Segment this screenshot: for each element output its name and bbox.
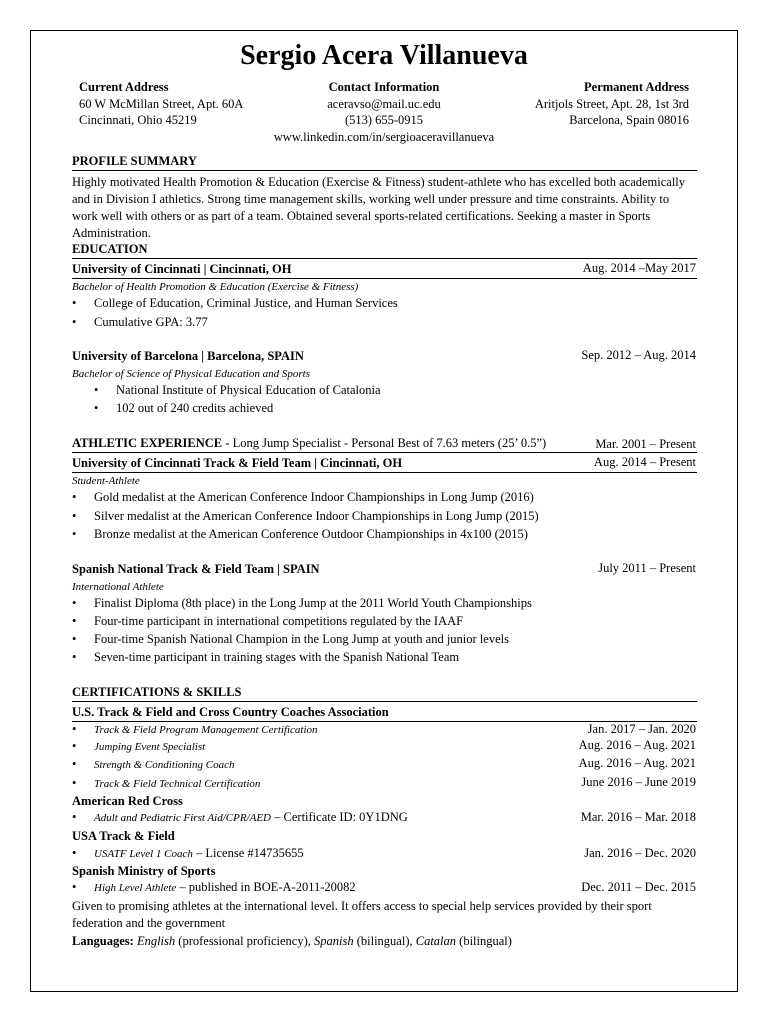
permanent-address-line2: Barcelona, Spain 08016 [569,113,689,127]
candidate-name: Sergio Acera Villanueva [240,40,528,71]
current-address [79,79,243,129]
cert-date: Dec. 2011 – Dec. 2015 [581,880,696,894]
uc-education-date: Aug. 2014 –May 2017 [582,261,696,275]
athletic-subheading: Long Jump Specialist - Personal Best of 7.63 meters (25’ 0.5”) [229,436,547,450]
cert-label: Adult and Pediatric First Aid/CPR/AED [94,812,272,824]
bullet-icon: • [72,509,77,523]
list-item [72,846,304,861]
bullet-icon: • [72,527,77,541]
bullet-icon: • [72,315,77,329]
permanent-address-heading: Permanent Address [584,80,689,94]
list-item-text: Silver medalist at the American Conference Indoor Championships in Long Jump (2015) [94,509,539,523]
current-address-line2: Cincinnati, Ohio 45219 [79,113,197,127]
ub-degree: Bachelor of Science of Physical Education and Sports [72,368,310,380]
uc-team-date: Aug. 2014 – Present [593,455,696,469]
list-item [72,880,356,895]
bullet-icon: • [72,739,77,753]
list-item-text: 102 out of 240 credits achieved [116,401,274,415]
list-item [94,383,381,398]
list-item [72,650,459,665]
cert-detail: – published in BOE-A-2011-20082 [176,880,356,894]
list-item-text: Four-time Spanish National Champion in the Long Jump at youth and junior levels [94,632,509,646]
cert-label: USATF Level 1 Coach [94,848,193,860]
spain-team-role: International Athlete [72,581,164,593]
uc-education-title: University of Cincinnati | Cincinnati, OH [72,262,292,276]
cert-detail: – License #14735655 [192,846,304,860]
list-item-text: Cumulative GPA: 3.77 [94,315,208,329]
language-catalan: Catalan [415,934,457,948]
list-item [72,757,234,772]
bullet-icon: • [72,757,77,771]
contact-information [234,79,534,145]
cert-date: Aug. 2016 – Aug. 2021 [578,756,696,770]
languages-line [72,933,512,950]
cert-detail: – Certificate ID: 0Y1DNG [271,810,408,824]
profile-summary-heading: PROFILE SUMMARY [72,154,697,171]
bullet-icon: • [72,650,77,664]
list-item [72,776,260,791]
bullet-icon: • [94,383,99,397]
languages-label: Languages: [72,934,134,948]
list-item-text: Four-time participant in international competitions regulated by the IAAF [94,614,464,628]
list-item [72,739,205,754]
bullet-icon: • [94,401,99,415]
contact-phone: (513) 655-0915 [344,113,424,127]
language-level: (bilingual) [456,934,512,948]
cert-label: Strength & Conditioning Coach [94,759,235,771]
list-item [72,632,509,647]
permanent-address [535,79,689,129]
language-level: (professional proficiency), [175,934,314,948]
athletic-date: Mar. 2001 – Present [595,437,696,451]
bullet-icon: • [72,490,77,504]
spain-team-date: July 2011 – Present [598,561,696,575]
list-item-text: Gold medalist at the American Conference Indoor Championships in Long Jump (2016) [94,490,534,504]
list-item-text: National Institute of Physical Education of Catalonia [116,383,381,397]
language-english: English [136,934,176,948]
list-item [72,722,318,737]
contact-email[interactable]: aceravso@mail.uc.edu [327,96,441,111]
list-item [72,527,528,542]
uc-degree: Bachelor of Health Promotion & Education (Exercise & Fitness) [72,281,359,293]
list-item [72,596,532,611]
spain-team-title: Spanish National Track & Field Team | SPAIN [72,562,320,576]
list-item-text: Finalist Diploma (8th place) in the Long Jump at the 2011 World Youth Championships [94,596,532,610]
list-item-text: Bronze medalist at the American Conference Outdoor Championships in 4x100 (2015) [94,527,528,541]
list-item [94,401,273,416]
uc-team-title: University of Cincinnati Track & Field Team | Cincinnati, OH [72,456,403,470]
list-item-text: College of Education, Criminal Justice, and Human Services [94,296,398,310]
ministry-note: Given to promising athletes at the international level. It offers access to special help services provided by their sport federation and the government [72,899,652,930]
language-level: (bilingual), [353,934,416,948]
cert-date: Mar. 2016 – Mar. 2018 [580,810,696,824]
list-item [72,315,208,330]
list-item [72,296,398,311]
ub-education-title: University of Barcelona | Barcelona, SPAIN [72,349,304,363]
bullet-icon: • [72,614,77,628]
bullet-icon: • [72,722,77,736]
current-address-line1: 60 W McMillan Street, Apt. 60A [79,96,244,111]
cert-date: Jan. 2017 – Jan. 2020 [587,722,696,736]
redcross-title: American Red Cross [72,794,183,808]
bullet-icon: • [72,880,77,894]
usatf-title: USA Track & Field [72,829,175,843]
current-address-heading: Current Address [79,80,169,94]
bullet-icon: • [72,596,77,610]
bullet-icon: • [72,776,77,790]
contact-heading: Contact Information [328,80,440,94]
bullet-icon: • [72,810,77,824]
ustfccca-title: U.S. Track & Field and Cross Country Coaches Association [72,705,389,719]
list-item [72,509,539,524]
cert-label: High Level Athlete [94,882,177,894]
ministry-title: Spanish Ministry of Sports [72,864,216,878]
certifications-heading: CERTIFICATIONS & SKILLS [72,685,697,702]
profile-summary-text: Highly motivated Health Promotion & Education (Exercise & Fitness) student-athlete who has excelled both academically and in Division I athletics. Strong time management skills, working well under pressure and time constraints. Ability to work well with others or as part of a team. Obtained several sports-related certifications. Seeking a master in Sports Administration. [72,175,686,240]
cert-label: Jumping Event Specialist [94,741,206,753]
cert-label: Track & Field Technical Certification [94,778,261,790]
bullet-icon: • [72,296,77,310]
athletic-heading-label: ATHLETIC EXPERIENCE - [72,436,230,450]
uc-team-role: Student-Athlete [72,475,140,487]
list-item [72,614,463,629]
bullet-icon: • [72,846,77,860]
list-item-text: Seven-time participant in training stages with the Spanish National Team [94,650,460,664]
cert-date: Aug. 2016 – Aug. 2021 [578,738,696,752]
list-item [72,810,408,825]
language-spanish: Spanish [314,934,354,948]
list-item [72,490,534,505]
divider [72,472,697,473]
cert-date: June 2016 – June 2019 [581,775,696,789]
ub-education-date: Sep. 2012 – Aug. 2014 [581,348,696,362]
contact-linkedin[interactable]: www.linkedin.com/in/sergioaceravillanueva [273,129,495,144]
education-heading: EDUCATION [72,242,697,259]
cert-date: Jan. 2016 – Dec. 2020 [584,846,696,860]
permanent-address-line1: Aritjols Street, Apt. 28, 1st 3rd [534,96,689,111]
bullet-icon: • [72,632,77,646]
cert-label: Track & Field Program Management Certification [94,724,318,736]
